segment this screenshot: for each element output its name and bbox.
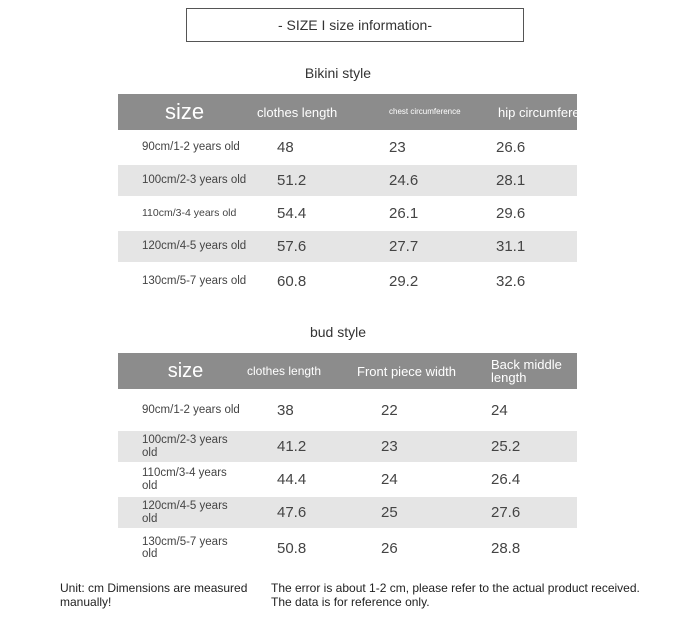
clothes-length-cell: 38 xyxy=(277,401,294,419)
chest-cell: 26.1 xyxy=(389,205,419,222)
size-cell: 90cm/1-2 years old xyxy=(142,403,240,416)
size-cell: 100cm/2-3 years old xyxy=(118,431,241,462)
clothes-length-cell: 51.2 xyxy=(251,165,375,196)
back-middle-cell: 24 xyxy=(491,401,508,419)
size-cell: 90cm/1-2 years old xyxy=(142,141,240,154)
table-row xyxy=(118,130,577,165)
hip-cell: 32.6 xyxy=(496,272,526,290)
table-row xyxy=(118,165,577,196)
hip-cell: 29.6 xyxy=(496,205,526,222)
size-info-header xyxy=(186,8,524,42)
clothes-length-cell: 60.8 xyxy=(277,272,307,290)
back-middle-cell: 27.6 xyxy=(485,497,577,528)
chest-cell: 24.6 xyxy=(375,165,486,196)
size-cell: 130cm/5-7 years old xyxy=(142,274,247,287)
chest-cell: 23 xyxy=(389,139,406,156)
front-piece-cell: 26 xyxy=(381,539,398,557)
clothes-length-cell: 44.4 xyxy=(277,471,307,488)
header-size: size xyxy=(118,94,251,130)
size-info-title: - SIZE I size information- xyxy=(277,17,433,33)
header-hip-circumference: hip circumference xyxy=(486,94,577,130)
size-cell: 100cm/2-3 years old xyxy=(118,165,251,196)
size-cell: 110cm/3-4 years old xyxy=(142,467,227,492)
table-row xyxy=(118,231,577,262)
table-row xyxy=(118,431,577,462)
error-note: The error is about 1-2 cm, please refer to the actual product received. The data is for reference only. xyxy=(271,581,640,609)
header-front-piece-width: Front piece width xyxy=(351,353,485,389)
table-row xyxy=(118,196,577,231)
front-piece-cell: 24 xyxy=(381,471,398,488)
size-cell: 130cm/5-7 years old xyxy=(142,535,228,560)
back-middle-cell: 25.2 xyxy=(485,431,577,462)
header-clothes-length: clothes length xyxy=(241,353,351,389)
back-middle-cell: 26.4 xyxy=(491,471,521,488)
front-piece-cell: 23 xyxy=(351,431,485,462)
front-piece-cell: 25 xyxy=(351,497,485,528)
size-cell: 120cm/4-5 years old xyxy=(118,231,251,262)
hip-cell: 28.1 xyxy=(486,165,577,196)
size-cell: 120cm/4-5 years old xyxy=(118,497,241,528)
back-middle-cell: 28.8 xyxy=(491,539,521,557)
table-row xyxy=(118,389,577,431)
clothes-length-cell: 41.2 xyxy=(241,431,351,462)
header-size: size xyxy=(118,353,241,389)
bud-style-title: bud style xyxy=(309,324,367,340)
header-back-middle-length: Back middle length xyxy=(485,353,577,389)
clothes-length-cell: 54.4 xyxy=(277,205,307,222)
table-row xyxy=(118,462,577,497)
clothes-length-cell: 57.6 xyxy=(251,231,375,262)
chest-cell: 29.2 xyxy=(389,272,419,290)
table-row xyxy=(118,528,577,568)
table-row xyxy=(118,497,577,528)
unit-note: Unit: cm Dimensions are measured manually! xyxy=(60,581,248,609)
front-piece-cell: 22 xyxy=(381,401,398,419)
bikini-size-table xyxy=(118,94,601,300)
size-cell: 110cm/3-4 years old xyxy=(142,206,237,219)
clothes-length-cell: 48 xyxy=(277,139,294,156)
table-header-row xyxy=(118,94,577,130)
header-clothes-length: clothes length xyxy=(251,94,375,130)
bikini-style-title: Bikini style xyxy=(304,65,372,81)
chest-cell: 27.7 xyxy=(375,231,486,262)
clothes-length-cell: 47.6 xyxy=(241,497,351,528)
header-chest-circumference: chest circumference xyxy=(375,94,486,130)
hip-cell: 31.1 xyxy=(486,231,577,262)
table-row xyxy=(118,262,577,300)
bud-size-table xyxy=(118,353,577,568)
hip-cell: 26.6 xyxy=(496,139,526,156)
table-header-row xyxy=(118,353,577,389)
clothes-length-cell: 50.8 xyxy=(277,539,307,557)
